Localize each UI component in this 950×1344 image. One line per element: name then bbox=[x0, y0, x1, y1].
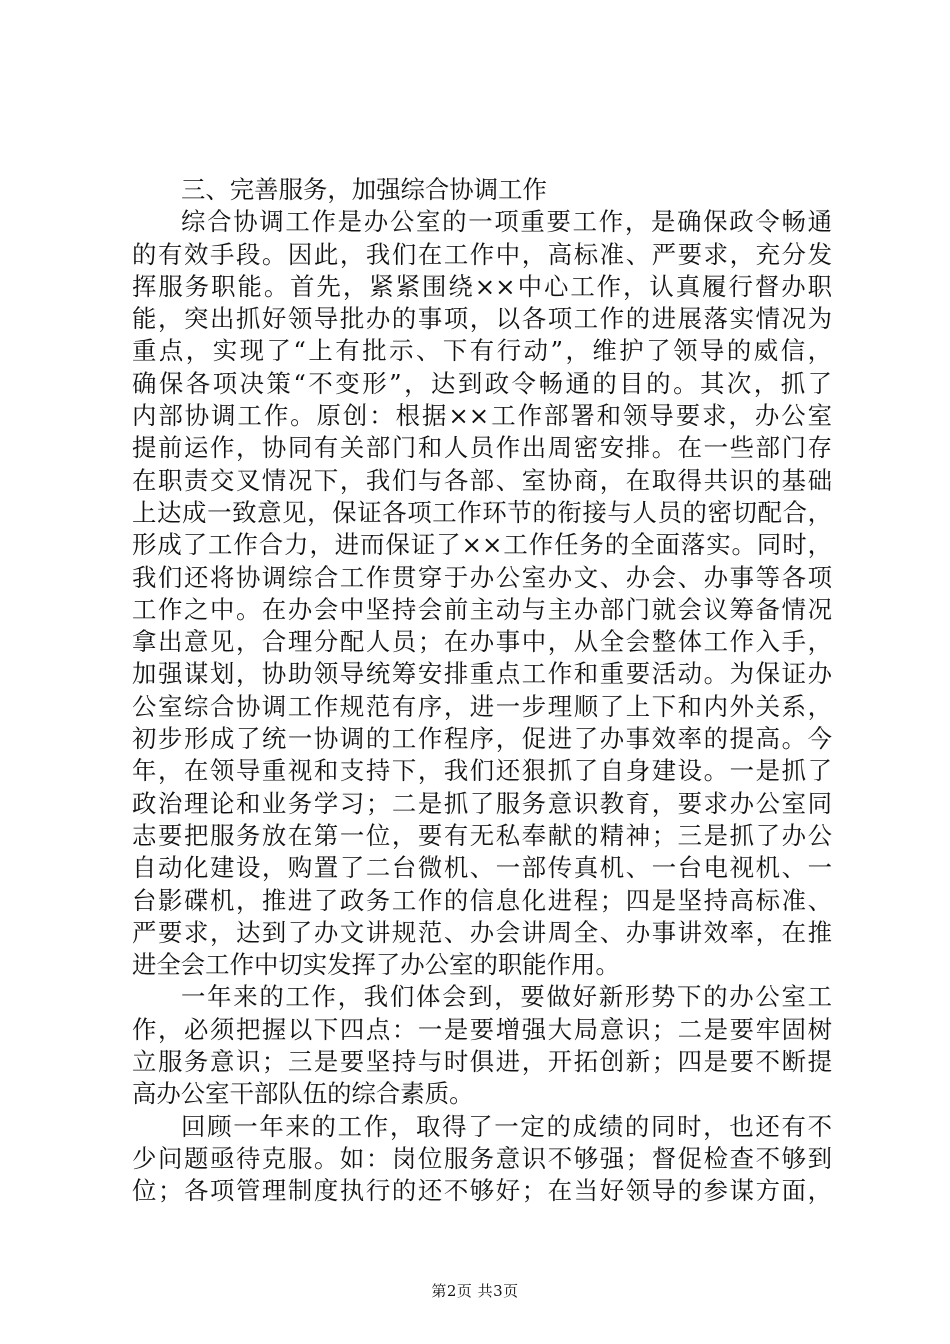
text-line: 工作之中。在办会中坚持会前主动与主办部门就会议筹备情况 bbox=[132, 594, 832, 624]
text-line: 综合协调工作是办公室的一项重要工作，是确保政令畅通 bbox=[181, 207, 832, 237]
text-line: 加强谋划，协助领导统筹安排重点工作和重要活动。为保证办 bbox=[132, 659, 832, 689]
text-line: 拿出意见，合理分配人员；在办事中，从全会整体工作入手， bbox=[132, 627, 832, 657]
text-line: 形成了工作合力，进而保证了××工作任务的全面落实。同时， bbox=[132, 530, 832, 560]
text-line: 提前运作，协同有关部门和人员作出周密安排。在一些部门存 bbox=[132, 433, 832, 463]
text-line: 作，必须把握以下四点：一是要增强大局意识；二是要牢固树 bbox=[132, 1014, 832, 1044]
text-line: 高办公室干部队伍的综合素质。 bbox=[132, 1079, 474, 1109]
page-footer: 第2页 共3页 bbox=[431, 1282, 519, 1300]
text-line: 初步形成了统一协调的工作程序，促进了办事效率的提高。今 bbox=[132, 724, 832, 754]
text-line: 确保各项决策“不变形”，达到政令畅通的目的。其次，抓了 bbox=[132, 368, 832, 398]
text-line: 能，突出抓好领导批办的事项，以各项工作的进展落实情况为 bbox=[132, 304, 832, 334]
text-line: 少问题亟待克服。如：岗位服务意识不够强；督促检查不够到 bbox=[132, 1143, 832, 1173]
text-line: 年，在领导重视和支持下，我们还狠抓了自身建设。一是抓了 bbox=[132, 756, 832, 786]
text-line: 回顾一年来的工作，取得了一定的成绩的同时，也还有不 bbox=[181, 1111, 832, 1141]
text-line: 严要求，达到了办文讲规范、办会讲周全、办事讲效率，在推 bbox=[132, 917, 832, 947]
text-line: 的有效手段。因此，我们在工作中，高标准、严要求，充分发 bbox=[132, 239, 832, 269]
text-line: 自动化建设，购置了二台微机、一部传真机、一台电视机、一 bbox=[132, 853, 832, 883]
text-line: 立服务意识；三是要坚持与时俱进，开拓创新；四是要不断提 bbox=[132, 1047, 832, 1077]
document-body bbox=[132, 174, 832, 1208]
text-line: 在职责交叉情况下，我们与各部、室协商，在取得共识的基础 bbox=[132, 465, 832, 495]
text-line: 挥服务职能。首先，紧紧围绕××中心工作，认真履行督办职 bbox=[132, 271, 832, 301]
text-line: 重点，实现了“上有批示、下有行动”，维护了领导的威信， bbox=[132, 336, 832, 366]
text-line: 一年来的工作，我们体会到，要做好新形势下的办公室工 bbox=[181, 982, 832, 1012]
text-line: 位；各项管理制度执行的还不够好；在当好领导的参谋方面， bbox=[132, 1176, 832, 1206]
text-line: 三、完善服务，加强综合协调工作 bbox=[181, 175, 547, 204]
text-line: 志要把服务放在第一位，要有无私奉献的精神；三是抓了办公 bbox=[132, 820, 832, 850]
text-line: 上达成一致意见，保证各项工作环节的衔接与人员的密切配合， bbox=[132, 497, 832, 527]
text-line: 台影碟机，推进了政务工作的信息化进程；四是坚持高标准、 bbox=[132, 885, 832, 915]
text-line: 我们还将协调综合工作贯穿于办公室办文、办会、办事等各项 bbox=[132, 562, 832, 592]
text-line: 政治理论和业务学习；二是抓了服务意识教育，要求办公室同 bbox=[132, 788, 832, 818]
text-line: 内部协调工作。原创：根据××工作部署和领导要求，办公室 bbox=[132, 401, 832, 431]
text-line: 公室综合协调工作规范有序，进一步理顺了上下和内外关系， bbox=[132, 691, 832, 721]
text-line: 进全会工作中切实发挥了办公室的职能作用。 bbox=[132, 950, 620, 980]
